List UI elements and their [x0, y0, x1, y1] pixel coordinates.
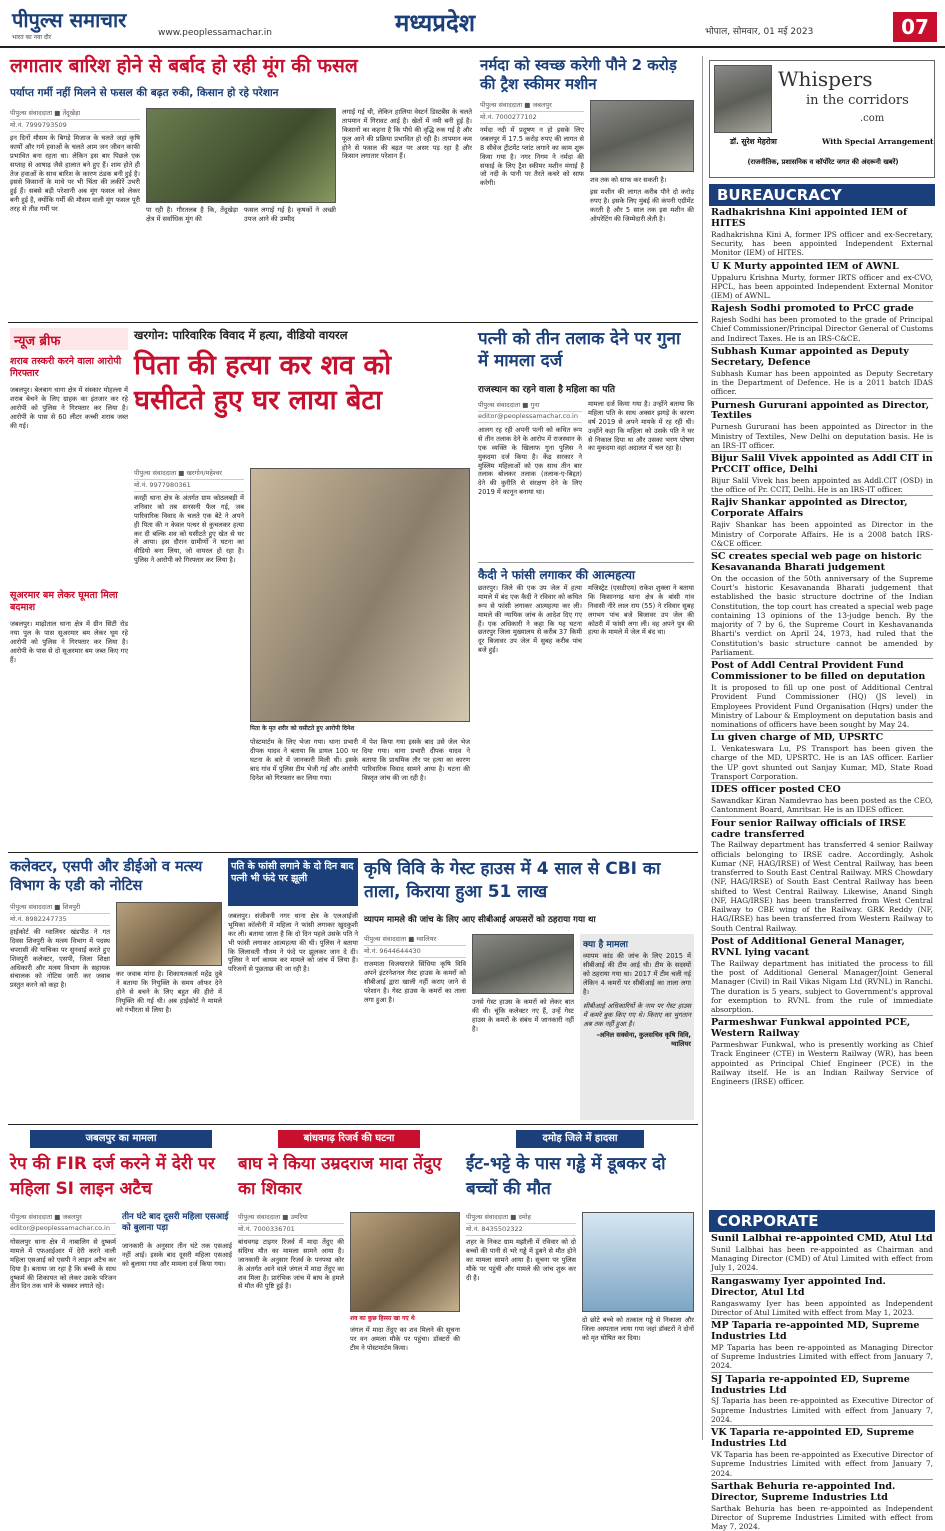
item-body: Rajesh Sodhi has been promoted to the grade of Principal Chief Commissioner/Principal Director General of Customs and Indirect Taxes. He is an IRS-C&CE.	[711, 315, 933, 343]
kicker: दमोह जिले में हादसा	[516, 1130, 644, 1148]
item-body: Rangaswamy Iyer has been appointed as Independent Director of Atul Limited with effect from May 1, 2023.	[711, 1298, 933, 1317]
item-divider	[711, 934, 933, 935]
article-talaq	[478, 328, 694, 558]
body-col1: शहर के निकट ग्राम मझौली में रविवार को दो बच्चों की पानी से भरे गड्ढे में डूबने से मौत होने का मामला सामने आया है। सूचना पर पुलिस मौके पर पहुंची और मामले की जांच शुरू कर दी है।	[466, 1238, 576, 1282]
bureaucracy-item	[711, 1018, 933, 1086]
body-col3: में पेश किया गया इसके बाद उसे जेल भेज दिया गया। थाना प्रभारी दीपक यादव ने बताया कि प्राथमिक तौर पर हत्या का कारण पारिवारिक विवाद सामने आया है। घटना की विस्तृत जांच की जा रही है।	[362, 738, 470, 782]
whispers-title: Whispers	[778, 67, 873, 91]
item-title: U K Murty appointed IEM of AWNL	[711, 260, 899, 272]
brief-heading-1: शराब तस्करी करने वाला आरोपी गिरफ्तार	[10, 356, 122, 380]
kicker: बांधवगढ़ रिजर्व की घटना	[278, 1130, 420, 1148]
bureaucracy-item	[711, 661, 933, 731]
item-divider	[711, 730, 933, 731]
headline: नर्मदा को स्वच्छ करेगी पौने 2 करोड़ की ट्रैश स्कीमर मशीन	[480, 56, 677, 93]
whispers-banner	[709, 60, 935, 178]
item-divider	[711, 398, 933, 399]
masthead	[0, 0, 945, 48]
byline: पीपुल्स संवाददाता ■ दमोह	[466, 1212, 576, 1224]
phone: मो.नं. 7000336701	[238, 1224, 344, 1236]
item-body: Parmeshwar Funkwal, who is presently working as Chief Track Engineer (CTE) in Western Railway (WR), has been appointed as Principal Chief Engineer (PCE) in the Railway itself. He is an Indian Railway Service of Engineers (IRSE) officer.	[711, 1040, 933, 1087]
guest-house-photo	[472, 934, 574, 994]
article-narmada	[480, 56, 694, 318]
subheadline: व्यापम मामले की जांच के लिए आए सीबीआई अफसरों को ठहराया गया था	[364, 915, 596, 925]
brief-label: न्यूज ब्रीफ	[10, 328, 128, 350]
item-title: Post of Additional General Manager, RVNL lying vacant	[711, 935, 905, 958]
phone: मो.नं. 7000277102	[480, 112, 584, 124]
bureaucracy-list	[711, 208, 933, 1208]
item-title: SJ Taparia re-appointed ED, Supreme Industries Ltd	[711, 1373, 910, 1396]
item-divider	[711, 301, 933, 302]
body-col2: पोस्टमार्टम के लिए भेजा गया। थाना प्रभारी दीपक यादव ने बताया कि डायल 100 पर घटना के बारे में जानकारी मिली थी। इसके बाद गांव में पुलिस टीम भेजी गई और आरोपी दिनेश को गिरफ्तार कर लिया गया।	[250, 738, 358, 782]
email[interactable]: editor@peoplessamachar.co.in	[478, 412, 582, 423]
bureaucracy-item	[711, 785, 933, 816]
photo-caption: शव का कुछ हिस्सा खा गए थे	[350, 1315, 415, 1322]
headline: कृषि विवि के गेस्ट हाउस में 4 साल से CBI का ताला, किराया हुआ 51 लाख	[364, 859, 661, 902]
box-body: व्यापम कांड की जांच के लिए 2015 में सीबीआई की टीम आई थी। टीम के सदस्यों को ठहराया गया था। 2017 में टीम चली गई लेकिन 4 कमरों पर सीबीआई का ताला लगा है।	[583, 952, 691, 996]
drowning-illustration	[582, 1212, 694, 1312]
tagline: (राजनीतिक, प्रशासनिक व कॉर्पोरेट जगत की अंदरूनी खबरें)	[747, 158, 899, 166]
item-divider	[711, 1015, 933, 1016]
item-title: Four senior Railway officials of IRSE cadre transferred	[711, 817, 906, 840]
byline: पीपुल्स संवाददाता ■ गुना	[478, 400, 582, 412]
body-col1: आलग रह रही अपनी पत्नी को कथित रूप से तीन तलाक देने के आरोप में राजस्थान के एक व्यक्ति के खिलाफ गुना पुलिस ने मुकदमा दर्ज किया है। केंद्र सरकार ने मुस्लिम महिलाओं को एक साथ तीन बार तलाक बोलकर तलाक (तलाक-ए-बिद्दत) देने की कुरीति से संरक्षण देने के लिए 2019 में कानून बनाया था।	[478, 426, 582, 497]
item-title: Radhakrishna Kini appointed IEM of HITES	[711, 207, 908, 229]
issue-date: भोपाल, सोमवार, 01 मई 2023	[705, 27, 814, 37]
item-divider	[711, 344, 933, 345]
item-title: Bijur Salil Vivek appointed as Addl CIT in PrCCIT office, Delhi	[711, 453, 933, 476]
phone: मो.नं. 9977980361	[134, 480, 244, 492]
photo-caption: पिता के मृत शरीर को घसीटते हुए आरोपी दिनेश	[250, 725, 355, 732]
item-body: SJ Taparia has been re-appointed as Executive Director of Supreme Industries Limited with effect from January 7, 2024.	[711, 1396, 933, 1424]
article-kaidi	[478, 562, 694, 848]
item-divider	[711, 1372, 933, 1373]
item-title: Post of Addl Central Provident Fund Commissioner to be filled on deputation	[711, 660, 926, 683]
byline: पीपुल्स संवाददाता ■ खरगोन/महेश्वर	[134, 468, 244, 480]
arrangement: With Special Arrangement	[822, 137, 934, 146]
item-divider	[711, 1318, 933, 1319]
body-col2: मजिस्ट्रेट (एसडीएम) राकेश शुक्ला ने बताया कि किसानगढ़ थाना क्षेत्र के बांसी गांव निवासी नीरे लाल राय (55) ने रविवार सुबह लगभग पांच बजे बिजावर उप जेल की कोठरी में फांसी लगा ली। वह अपने पुत्र की हत्या के मामले में जेल में बंद था।	[588, 584, 694, 637]
headline: कैदी ने फांसी लगाकर की आत्महत्या	[478, 562, 694, 583]
box-heading: क्या है मामला	[583, 940, 628, 950]
bureaucracy-item	[711, 304, 933, 345]
body-col3: फसल लगाई गई है। कृषकों ने अच्छी उपज आने की उम्मीद	[244, 206, 336, 223]
corporate-heading: CORPORATE	[709, 1210, 935, 1232]
corporate-item	[711, 1375, 933, 1427]
columnist-photo	[714, 65, 772, 133]
item-title: VK Taparia re-appointed ED, Supreme Industries Ltd	[711, 1427, 915, 1450]
article-bagh	[238, 1130, 460, 1438]
body-col1: इन दिनों मौसम के बिगड़े मिजाज के चलते जहां कृषि कार्यों और गर्म हवाओं के चलते आम जन जीवन काफी प्रभावित बना रहता था। लेकिन इस बार पिछले एक सप्ताह से आषाढ़ जैसे हालात बने हुए हैं। शाम होते ही तेज हवाओं के साथ बारिश के कारण ठंडक बनी हुई है। इससे किसानों के माथे पर भी चिंता की लकीरें उभरी हुई हैं। सबसे बड़ी परेशानी अब मूंग फसल को लेकर बनी हुई है, क्योंकि गर्मी की मौसम वाली मूंग फसल पूरी तरह से तीव्र गर्मी पर	[10, 134, 140, 214]
item-title: Lu given charge of MD, UPSRTC	[711, 732, 884, 744]
corporate-item	[711, 1277, 933, 1319]
bureaucracy-item	[711, 401, 933, 453]
body-col1: करही थाना क्षेत्र के अंतर्गत ग्राम कोठलबड़ी में शनिवार को तब सनसनी फैल गई, जब पारिवारिक विवाद के चलते एक बेटे ने अपने ही पिता की न केवल पत्थर से कुचलकर हत्या कर दी बल्कि शव को घसीटते हुए खेत से घर ले आया। इस दौरान ग्रामीणों ने घटना का वीडियो बना लिया, जो वायरल हो रहा है। पुलिस ने आरोपी को गिरफ्तार कर लिया है।	[134, 494, 244, 565]
headline: पति के फांसी लगाने के दो दिन बाद पत्नी भी फंदे पर झूली	[228, 858, 358, 906]
newspaper-logo: पीपुल्स समाचार भारत का नया दौर	[12, 8, 127, 41]
byline: पीपुल्स संवाददाता ■ जबलपुर	[10, 1212, 116, 1224]
byline: पीपुल्स संवाददाता ■ ग्वालियर	[364, 934, 466, 946]
item-title: Subhash Kumar appointed as Deputy Secretary, Defence	[711, 345, 909, 368]
whispers-domain: .com	[860, 113, 885, 124]
item-divider	[711, 816, 933, 817]
item-divider	[711, 782, 933, 783]
item-divider	[711, 1479, 933, 1480]
body-col2: शव तक को साफ कर सकती है।	[590, 176, 667, 184]
brief-heading-2: सूअरमार बम लेकर घूमता मिला बदमाश	[10, 590, 118, 614]
item-body: Bijur Salil Vivek has been appointed as Addl.CIT (OSD) in the office of Pr. CCIT, Delhi. He is an IRS-IT officer.	[711, 475, 933, 495]
byline: पीपुल्स संवाददाता ■ जबलपुर	[480, 100, 584, 112]
quote: सीबीआई अधिकारियों के नाम पर गेस्ट हाउस में कमरे बुक किए गए थे। किराए का भुगतान अब तक नहीं हुआ है।	[583, 1002, 691, 1029]
item-body: The Railway department has initiated the process to fill the post of Additional General Manager/Joint General Manager (Civil) in Rail Vikas Nigam Ltd (RVNL) in Ranchi. The duration is 5 years, subject to Government's approval for exemption to RVNL from the rule of immediate absorption.	[711, 958, 933, 1015]
headline: पिता की हत्या कर शव को घसीटते हुए घर लाया बेटा	[134, 350, 392, 417]
item-title: MP Taparia re-appointed MD, Supreme Industries Ltd	[711, 1320, 920, 1342]
divider	[8, 852, 698, 853]
item-divider	[711, 495, 933, 496]
item-body: Radhakrishna Kini A, former IPS officer and ex-Secretary, Security, has been appointed Independent External Monitor (IEM) of HITES.	[711, 229, 933, 258]
item-body: Uppaluru Krishna Murty, former IRTS officer and ex-CVO, HPCL, has been appointed Independent External Monitor (IEM) of AWNL.	[711, 272, 933, 301]
article-fansi	[228, 858, 358, 1120]
item-body: Subhash Kumar has been appointed as Deputy Secretary in the Department of Defence. He is a 2011 batch IDAS officer.	[711, 368, 933, 397]
quote-attribution: -अनिल सक्सेना, कुलसचिव कृषि विवि, ग्वालियर	[596, 1031, 691, 1049]
article-collector	[10, 858, 222, 1120]
divider	[8, 322, 698, 323]
corporate-item	[711, 1321, 933, 1373]
video-still-photo	[250, 468, 470, 722]
item-title: SC creates special web page on historic Kesavananda Bharati judgement	[711, 551, 922, 573]
bureaucracy-item	[711, 208, 933, 260]
court-photo	[116, 902, 222, 966]
item-body: Sunil Lalbhai has been re-appointed as Chairman and Managing Director (CMD) of Atul Limited with effect from July 1, 2024.	[711, 1244, 933, 1273]
item-body: Sarthak Behuria has been re-appointed as Independent Director of Supreme Industries Limited with effect from May 7, 2024.	[711, 1503, 933, 1531]
whispers-subtitle: in the corridors	[806, 93, 909, 108]
section-title: मध्यप्रदेश	[395, 8, 476, 37]
body-col2: जानकारी के अनुसार तीन घंटे तक एसआई नहीं आई। इसके बाद दूसरी महिला एसआई को बुलाया गया और मामला दर्ज किया गया।	[122, 1242, 232, 1268]
item-title: Rajiv Shankar appointed as Director, Corporate Affairs	[711, 497, 908, 520]
item-title: Sarthak Behuria re-appointed Ind. Director, Supreme Industries Ltd	[711, 1480, 896, 1503]
bureaucracy-item	[711, 819, 933, 935]
headline: ईंट-भट्टे के पास गड्ढे में डूबकर दो बच्चों की मौत	[466, 1154, 666, 1199]
corporate-item	[711, 1428, 933, 1480]
corporate-item	[711, 1482, 933, 1531]
headline: पत्नी को तीन तलाक देने पर गुना में मामला दर्ज	[478, 329, 681, 372]
bureaucracy-item	[711, 937, 933, 1016]
item-divider	[711, 658, 933, 659]
item-body: Sawandkar Kiran Namdevrao has been posted as the CEO, Cantonment Board, Amritsar. He is an IDES officer.	[711, 796, 933, 815]
brief-body-2: जबलपुर। माढ़ोताल थाना क्षेत्र में ग्रीन सिटी रोड नया पुल के पास सूअरमार बम लेकर घूम रहे आरोपी को पुलिस ने गिरफ्तार कर लिया है। आरोपी के पास से दो सूअरमार बम जब्त किए गए हैं।	[10, 620, 128, 664]
item-body: The Railway department has transferred 4 senior Railway officials belonging to IRSE cadre. Accordingly, Ashok Kumar (NF, HAG/IRSE) of West Central Railway, has been transferred to South East Central Railway. MRS Chowdary (NF, HAG/IRSE) of South East Central Railway has been shifted to West Central Railway. Likewise, Anand Singh (NF, HAG/IRSE) has been transferred from West Central Railway to CBE wing of the Railway. GRK Reddy (NF, HAG/IRSE) has been transferred from Western Railway to South Central Railway.	[711, 840, 933, 933]
page-number: 07	[893, 12, 937, 42]
body: जबलपुर। संजीवनी नगर थाना क्षेत्र के एलआईजी भूमिका कॉलोनी में महिला ने फांसी लगाकर खुदकुशी कर ली। बताया जाता है कि दो दिन पहले उसके पति ने भी फांसी लगाकर आत्महत्या की थी। पुलिस ने बताया कि लिलावती गौतम ने फंदे पर झूलकर जान दे दी। पुलिस ने मर्ग कायम कर मामले को जांच में लिया है। परिजनों से पूछताछ की जा रही है।	[228, 912, 358, 974]
item-title: Rangaswamy Iyer appointed Ind. Director, Atul Ltd	[711, 1275, 886, 1298]
body-col3: इस मशीन की लागत करीब पौने दो करोड़ रुपए है। इसके लिए मुंबई की कंपनी एग्रीमेंट करती है और 5 साल तक इस मशीन की ऑपरेटिंग की जिम्मेदारी लेती है।	[590, 188, 694, 223]
item-body: VK Taparia has been re-appointed as Executive Director of Supreme Industries Limited with effect from January 7, 2024.	[711, 1450, 933, 1478]
phone: मो.नं. 8435502322	[466, 1224, 576, 1236]
bureaucracy-item	[711, 454, 933, 496]
headline: कलेक्टर, एसपी और डीईओ व मत्स्य विभाग के एडी को नोटिस	[10, 859, 203, 894]
machine-photo	[590, 100, 694, 172]
bureaucracy-item	[711, 552, 933, 659]
bureaucracy-item	[711, 347, 933, 399]
info-box	[580, 934, 694, 1120]
item-title: Sunil Lalbhai re-appointed CMD, Atul Ltd	[711, 1233, 933, 1244]
bureaucracy-item	[711, 733, 933, 783]
bureaucracy-item	[711, 262, 933, 303]
divider	[8, 1124, 698, 1125]
article-mung	[10, 56, 472, 318]
item-body: It is proposed to fill up one post of Additional Central Provident Fund Commissioner (HQ) (JS level) in Employees Provident Fund Organisation (Hqrs) under the Ministry of Labour & Employment on deputation basis and nominations of officers have been sought by May 24.	[711, 683, 933, 729]
byline: पीपुल्स संवाददाता ■ शिवपुरी	[10, 902, 110, 914]
headline: रेप की FIR दर्ज करने में देरी पर महिला SI लाइन अटैच	[10, 1154, 215, 1199]
subheadline: राजस्थान का रहने वाला है महिला का पति	[478, 385, 616, 395]
phone: मो.नं. 8982247735	[10, 914, 110, 926]
news-brief	[10, 328, 128, 848]
right-column	[702, 56, 938, 1531]
item-title: Parmeshwar Funkwal appointed PCE, Western Railway	[711, 1017, 911, 1040]
body-col1: राजमाता विजयाराजे सिंधिया कृषि विवि अपने इंटरनेशनल गेस्ट हाउस के कमरों को सीबीआई द्वारा खाली नहीं कराए जाने से परेशान है। गेस्ट हाउस के कमरों का ताला लगा हुआ है।	[364, 960, 466, 1004]
item-body: MP Taparia has been re-appointed as Managing Director of Supreme Industries Limited with effect from January 7, 2024.	[711, 1342, 933, 1371]
corporate-item	[711, 1234, 933, 1275]
body-col4: लगाई गई थी, लेकिन हालिया वेस्टर्न डिस्टर्बेंस के चलते तापमान में गिरावट आई है। खेतों में नमी बनी हुई है। किसानों का कहना है कि पौधे की वृद्धि रुक गई है और फूल आने की प्रक्रिया प्रभावित हो रही है। तापमान कम होने से फसल की बढ़त पर असर पड़ रहा है और किसान लगातार परेशान हैं।	[342, 108, 472, 161]
leopard-photo	[350, 1212, 460, 1312]
item-divider	[711, 451, 933, 452]
email[interactable]: editor@peoplessamachar.co.in	[10, 1224, 116, 1235]
subheadline: पर्याप्त गर्मी नहीं मिलने से फसल की बढ़त रुकी, किसान हो रहे परेशान	[10, 87, 279, 99]
body-col2: जंगल में मादा तेंदुए का शव मिलने की सूचना पर वन अमला मौके पर पहुंचा। डॉक्टरों की टीम ने पोस्टमार्टम किया।	[350, 1326, 460, 1352]
item-body: Rajiv Shankar has been appointed as Director in the Ministry of Corporate Affairs. He is a 2008 batch IRS-C&CE officer.	[711, 520, 933, 548]
body-col2: कर जवाब मांगा है। शिकायतकर्ता महेंद्र दुबे ने बताया कि नियुक्ति के समय ऑफर देने होने से बचने के लिए बहुत की हीरो में नियुक्ति की गई थी। अब हाईकोर्ट ने मामले को गंभीरता से लिया है।	[116, 970, 222, 1014]
columnist-name: डॉ. सुरेश मेहरोत्रा	[730, 137, 777, 146]
headline: बाघ ने किया उम्रदराज मादा तेंदुए का शिकार	[238, 1154, 442, 1199]
corporate-list	[711, 1233, 933, 1531]
item-divider	[711, 1274, 933, 1275]
byline: पीपुल्स संवाददाता ■ उमरिया	[238, 1212, 344, 1224]
byline: पीपुल्स संवाददाता ■ तेंदूखेड़ा	[10, 108, 140, 120]
brief-body-1: जबलपुर। बेलबाग थाना क्षेत्र में संस्कार मोहल्ला में शराब बेचने के लिए ग्राहक का इंतजार कर रहे आरोपी को पुलिस ने गिरफ्तार कर लिया है। आरोपी के पास से 60 लीटर कच्ची शराब जब्त की गई।	[10, 386, 128, 430]
item-body: I. Venkateswara Lu, PS Transport has been given the charge of the MD, UPSRTC. He is an IAS officer. Earlier the UP govt shunted out Sanjay Kumar, MD, State Road Transport Corporation.	[711, 744, 933, 781]
article-khargone	[134, 328, 470, 848]
kicker: जबलपुर का मामला	[30, 1130, 212, 1148]
phone: मो.नं. 9644644430	[364, 946, 466, 958]
bureaucracy-heading: BUREAUCRACY	[709, 184, 935, 206]
phone: मो.नं. 7999793509	[10, 120, 140, 132]
website-url[interactable]: www.peoplessamachar.in	[158, 28, 272, 38]
article-damoh	[466, 1130, 694, 1438]
kicker: खरगोन: पारिवारिक विवाद में हत्या, वीडियो वायरल	[134, 328, 348, 342]
item-title: Rajesh Sodhi promoted to PrCC grade	[711, 303, 914, 315]
subhead: तीन घंटे बाद दूसरी महिला एसआई को बुलाना पड़ा	[122, 1212, 229, 1234]
bureaucracy-item	[711, 498, 933, 550]
article-si	[10, 1130, 232, 1438]
headline: लगातार बारिश होने से बर्बाद हो रही मूंग की फसल	[10, 55, 358, 77]
body-col2: उनसे गेस्ट हाउस के कमरों को लेकर बात की थी। चूंकि कलेक्टर नए हैं, उन्हें गेस्ट हाउस के कमरों के संबंध में जानकारी नहीं है।	[472, 998, 574, 1033]
item-divider	[711, 259, 933, 260]
body-col2: दो छोटे बच्चे को तत्काल गड्ढे से निकाला और जिला अस्पताल लाया गया जहां डॉक्टरों ने दोनों को मृत घोषित कर दिया।	[582, 1316, 694, 1342]
item-divider	[711, 549, 933, 550]
item-title: IDES officer posted CEO	[711, 784, 841, 796]
body-col1: नर्मदा नदी में प्रदूषण न हो इसके लिए जबलपुर में 17.5 करोड़ रुपए की लागत से 8 सीवेज ट्रीटमेंट प्लांट लगाने का काम शुरू किया गया है। नगर निगम ने नर्मदा की सफाई के लिए ट्रैश स्कीमर मशीन मंगाई है जो नदी के पानी पर तैरते कचरे को साफ करेगी।	[480, 126, 584, 188]
body-col1: गोसलपुर थाना क्षेत्र में नाबालिग से दुष्कर्म मामले में एफआईआर में देरी करने वाली महिला एसआई को एसपी ने लाइन अटैच कर दिया है। बताया जा रहा है कि बच्ची के साथ दुष्कर्म की शिकायत को लेकर उसके परिजन तीन दिन तक थाने के चक्कर लगाते रहे।	[10, 1238, 116, 1291]
item-body: Purnesh Gururani has been appointed as Director in the Ministry of Textiles, New Delhi on deputation basis. He is an IRS-IT officer.	[711, 422, 933, 450]
body-col1: बांधवगढ़ टाइगर रिजर्व में मादा तेंदुए की संदिग्ध मौत का मामला सामने आया है। जानकारी के अनुसार रिजर्व के पनपथा कोर के अंतर्गत आने वाले जंगल में मादा तेंदुए का शव मिला है। प्रारंभिक जांच में बाघ के हमले से मौत की पुष्टि हुई है।	[238, 1238, 344, 1291]
crop-photo	[146, 108, 336, 203]
article-krishi	[364, 858, 694, 1120]
item-divider	[711, 1425, 933, 1426]
body-col1: छतरपुर। जिले की एक उप जेल में हत्या मामले में बंद एक कैदी ने रविवार को कथित रूप से फांसी लगाकर आत्महत्या कर ली। मामले की न्यायिक जांच के आदेश दिए गए हैं। एक अधिकारी ने कहा कि यह घटना छतरपुर जिला मुख्यालय से करीब 37 किमी दूर बिजावर उप जेल में सुबह करीब पांच बजे हुई।	[478, 584, 582, 655]
body-col2: पा रही है। गौरतलब है कि, तेंदूखेड़ा क्षेत्र में सर्वाधिक मूंग की	[146, 206, 238, 223]
body-col1: हाईकोर्ट की ग्वालियर खंडपीठ ने गत दिवस शिवपुरी के मत्स्य विभाग में पदस्थ चपरासी की याचिका पर सुनवाई करते हुए शिवपुरी कलेक्टर, एसपी, जिला शिक्षा अधिकारी और मत्स्य विभाग के सहायक संचालक को नोटिस जारी कर जवाब प्रस्तुत करने को कहा है।	[10, 928, 110, 990]
item-title: Purnesh Gururani appointed as Director, Textiles	[711, 399, 929, 422]
item-body: On the occasion of the 50th anniversary of the Supreme Court's historic Kesavananda Bharati judgement that established the basic structure doctrine of the Indian Constitution, the top court has created a special web page containing 13 opinions of the 13-judge bench. By the majority of 7 by 6, the Supreme Court in Keshavananda Bharti's verdict on April 24, 1973, had ruled that the Constitution's basic structure cannot be amended by Parliament.	[711, 573, 933, 657]
body-col2: मामला दर्ज किया गया है। उन्होंने बताया कि महिला पति के साथ अक्सर झगड़े के कारण वर्ष 2019 से अपने मायके में रह रही थी। उन्होंने कहा कि महिला को उसके पति ने घर से निकाल दिया था और उसका भरण पोषण का मुकदमा वहां अदालत में चल रहा है।	[588, 400, 694, 453]
